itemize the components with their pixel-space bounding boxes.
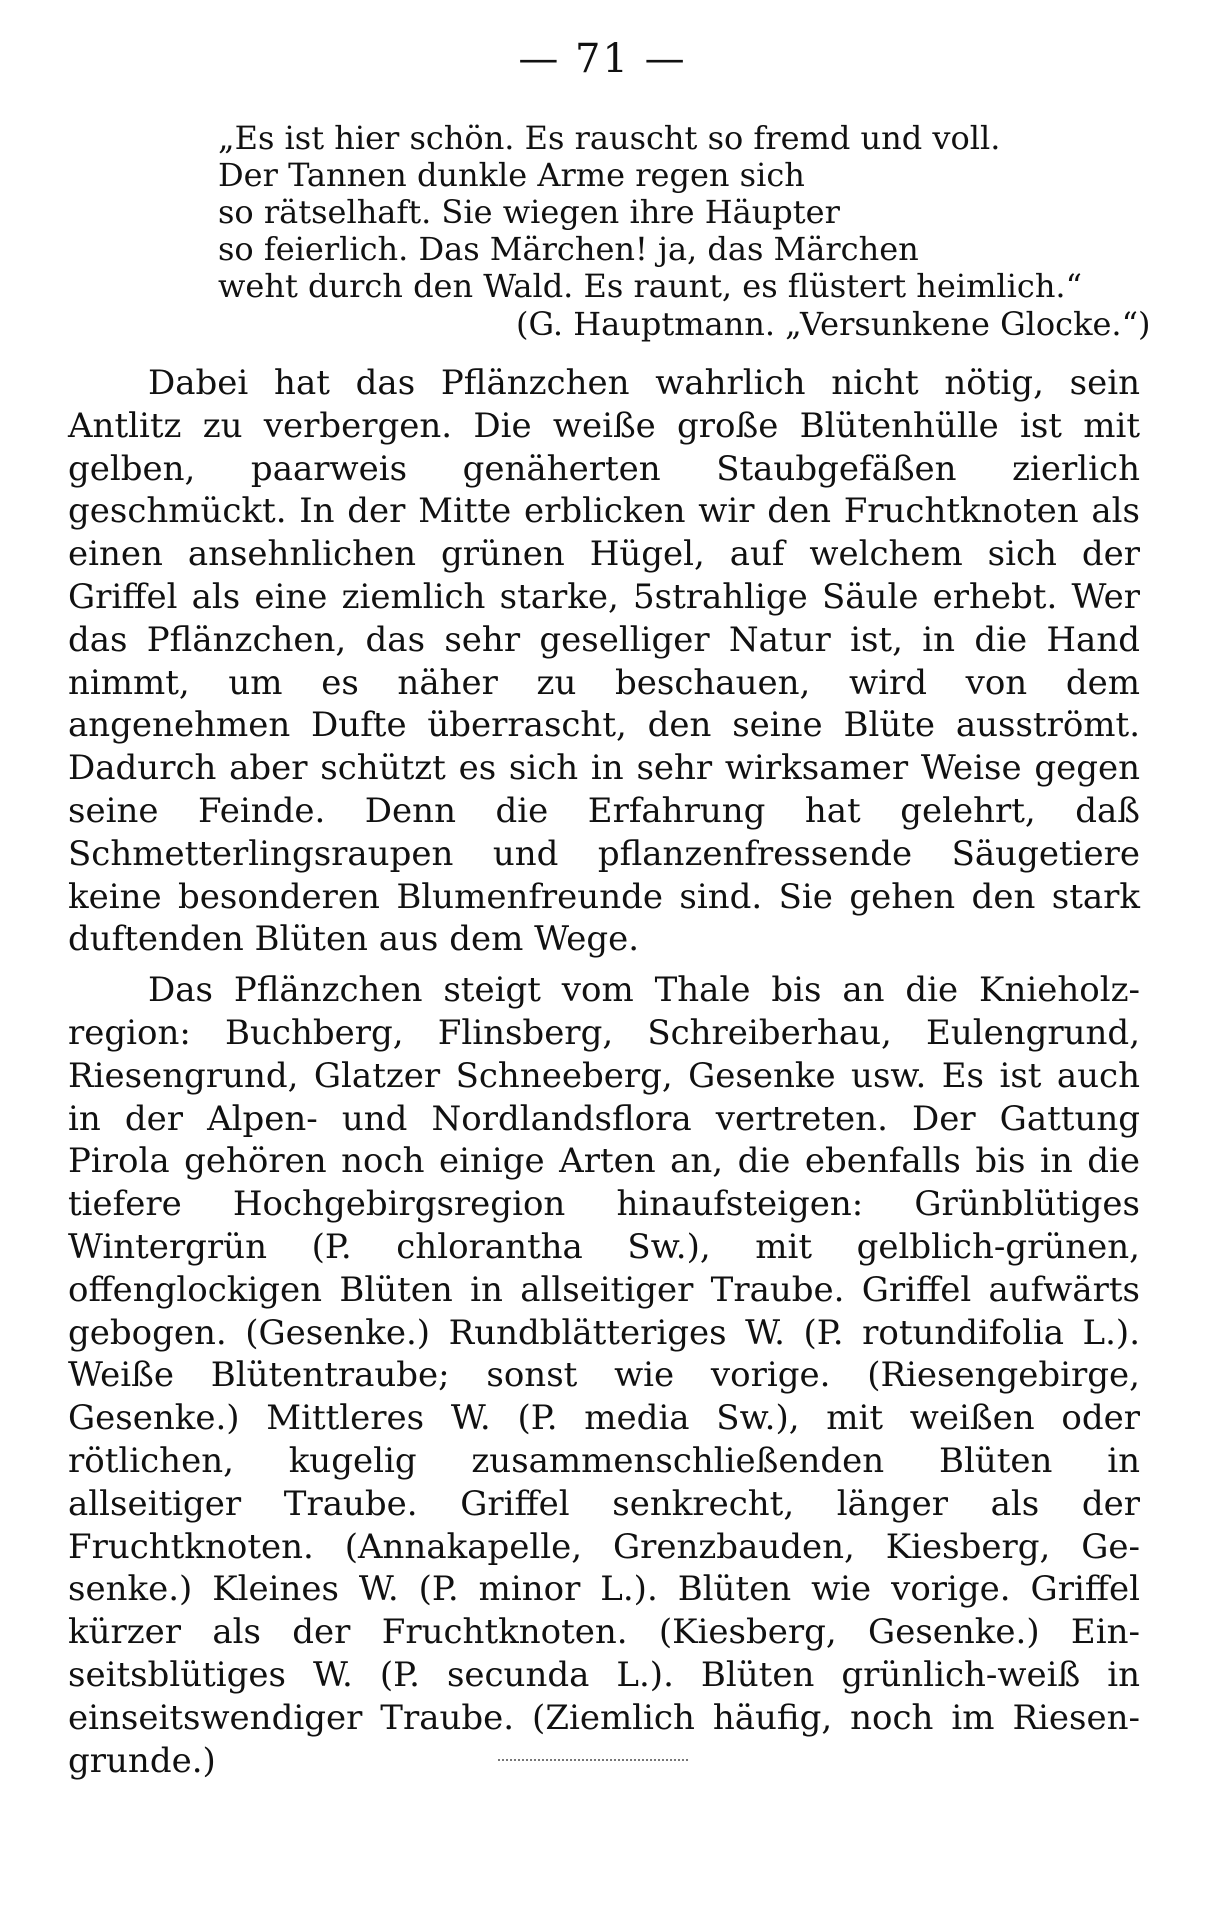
paragraph: Dabei hat das Pflänzchen wahrlich nicht nötig, sein Antlitz zu verbergen. Die weiße große Blütenhülle ist mit gelben, paarweis genäherten Staubgefäßen zierlich geschmückt. In der Mitte erblicken wir den Fruchtknoten als einen ansehnlichen grünen Hügel, auf welchem sich der Griffel als eine ziemlich starke, 5strahlige Säule erhebt. Wer das Pflänzchen, das sehr geselliger Natur ist, in die Hand nimmt, um es näher zu beschauen, wird von dem angenehmen Dufte überrascht, den seine Blüte ausströmt. Dadurch aber schützt es sich in sehr wirksamer Weise gegen seine Feinde. Denn die Erfahrung hat gelehrt, daß Schmetterlingsraupen und pflanzenfressende Säugetiere keine besonderen Blumenfreunde sind. Sie gehen den stark duftenden Blüten aus dem Wege. [68,363,1140,960]
poem-quote [218,119,1151,343]
poem-line: so rätselhaft. Sie wiegen ihre Häupter [218,193,840,231]
poem-line: weht durch den Wald. Es raunt, es flüstert heimlich.“ [218,267,1082,305]
paragraph: Das Pflänzchen steigt vom Thale bis an die Knieholzregion: Buchberg, Flinsberg, Schreiberhau, Eulengrund, Riesengrund, Glatzer Schneeberg, Gesenke usw. Es ist auch in der Alpen- und Nordlandsflora vertreten. Der Gattung Pirola gehören noch einige Arten an, die ebenfalls bis in die tiefere Hochgebirgsregion hinaufsteigen: Grünblütiges Wintergrün (P. chlorantha Sw.), mit gelblich-grünen, offenglockigen Blüten in allseitiger Traube. Griffel aufwärts gebogen. (Gesenke.) Rundblätteriges W. (P. rotundifolia L.). Weiße Blütentraube; sonst wie vorige. (Riesengebirge, Gesenke.) Mittleres W. (P. media Sw.), mit weißen oder rötlichen, kugelig zusammenschließenden Blüten in allseitiger Traube. Griffel senkrecht, länger als der Fruchtknoten. (Annakapelle, Grenzbauden, Kiesberg, Gesenke.) Kleines W. (P. minor L.). Blüten wie vorige. Griffel kürzer als der Fruchtknoten. (Kiesberg, Gesenke.) Einseitsblütiges W. (P. secunda L.). Blüten grünlich-weiß in einseitswendiger Traube. (Ziemlich häufig, noch im Riesengrunde.) [68,970,1140,1781]
poem-line: Der Tannen dunkle Arme regen sich [218,156,805,194]
page-number: — 71 — [518,36,687,82]
poem-attribution: (G. Hauptmann. „Versunkene Glocke.“) [516,305,1151,343]
poem-line: so feierlich. Das Märchen! ja, das Märchen [218,230,919,268]
poem-line: „Es ist hier schön. Es rauscht so fremd und voll. [218,119,1001,157]
footer-divider [498,1759,688,1761]
body-text [68,362,1140,1790]
